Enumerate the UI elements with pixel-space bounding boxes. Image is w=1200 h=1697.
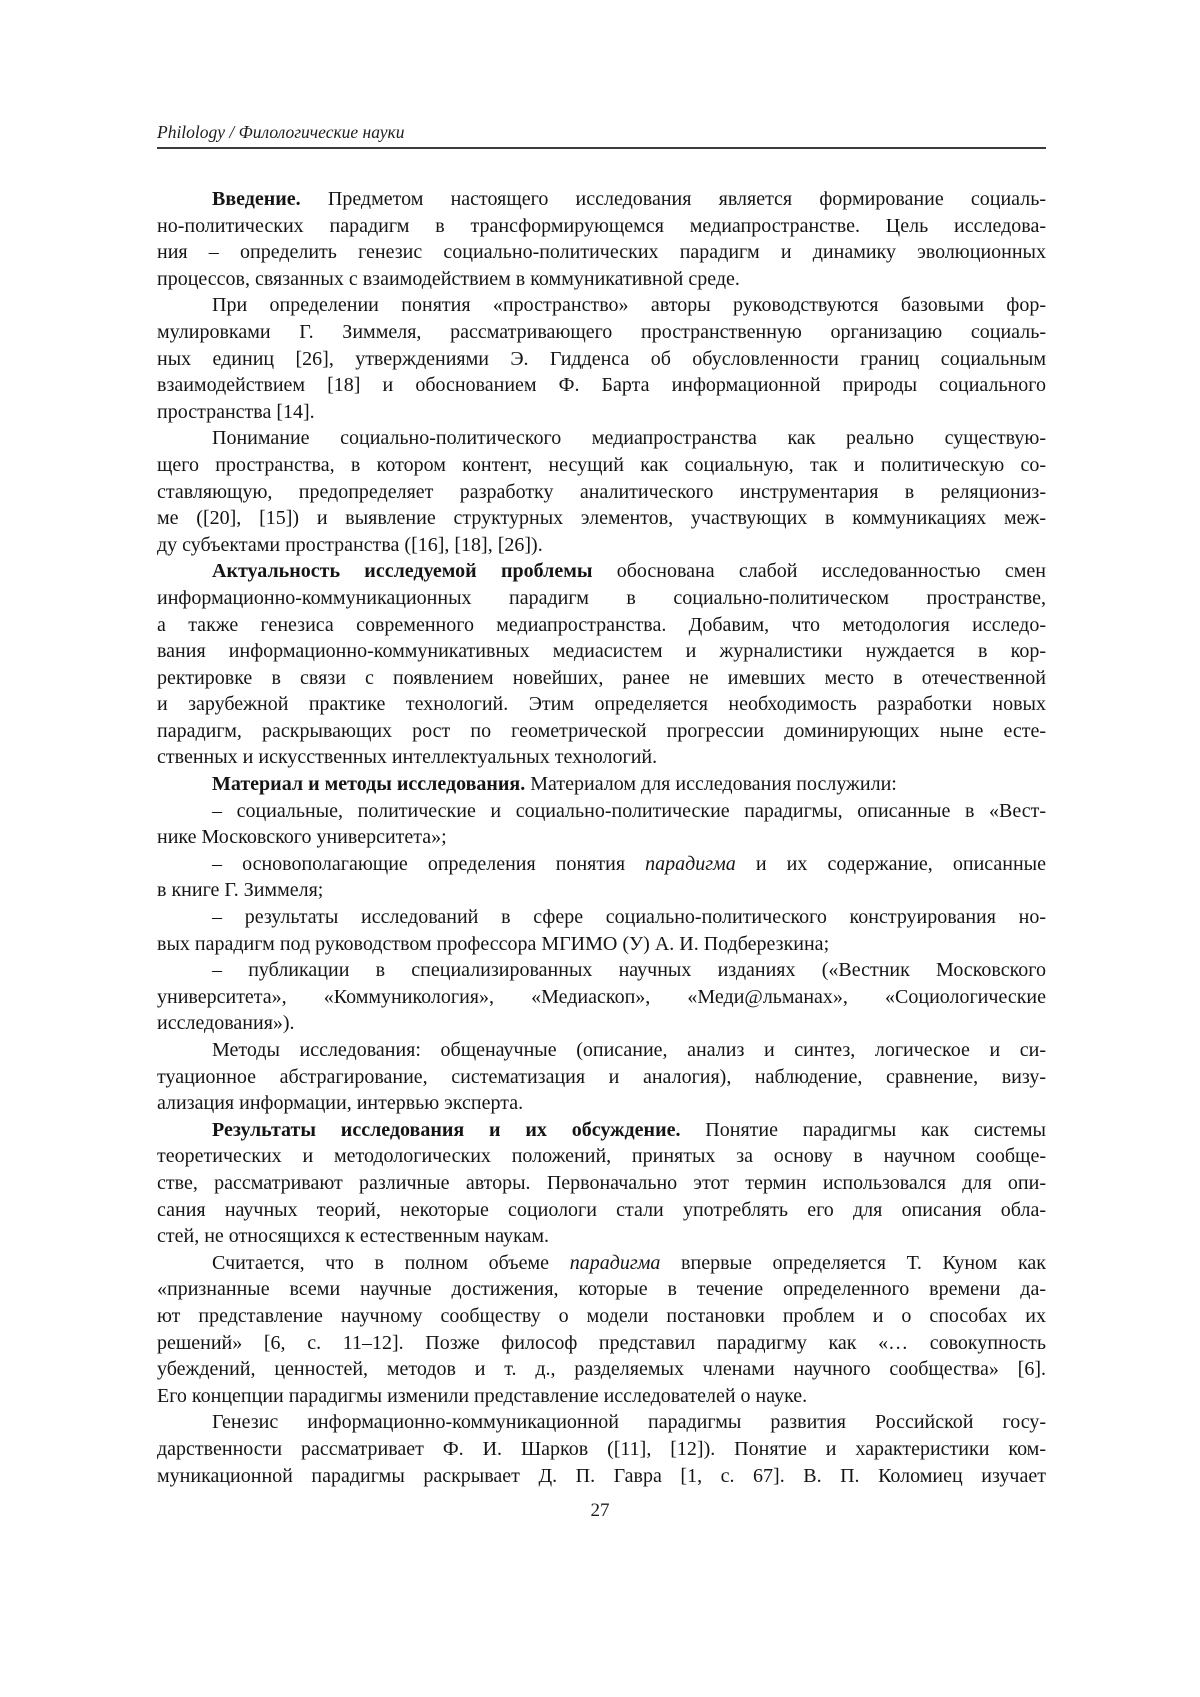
- text-run: Генезис информационно-коммуникационной парадигмы развития Российской госу-: [212, 1411, 1046, 1434]
- text-run: вания информационно-коммуникативных медиасистем и журналистики нуждается в кор-: [157, 640, 1046, 663]
- text-line: [157, 718, 1046, 745]
- text-run: пространства [14].: [157, 400, 315, 423]
- paragraph: [157, 292, 1046, 425]
- running-head: [157, 121, 1046, 149]
- text-run: – публикации в специализированных научных изданиях («Вестник Московского: [212, 959, 1046, 982]
- text-run-bold: Актуальность исследуемой проблемы: [212, 560, 593, 583]
- text-line: [157, 877, 1046, 904]
- text-run: взаимодействием [18] и обоснованием Ф. Барта информационной природы социального: [157, 374, 1046, 397]
- text-line: [157, 904, 1046, 931]
- text-line: [157, 1436, 1046, 1463]
- text-run: Предметом настоящего исследования является формирование социаль-: [300, 188, 1046, 210]
- text-run: Понятие парадигмы как системы: [680, 1118, 1046, 1141]
- text-run: щего пространства, в котором контент, несущий как социальную, так и политическую со-: [157, 453, 1046, 476]
- text-run: и зарубежной практике технологий. Этим определяется необходимость разработки новых: [157, 693, 1046, 716]
- text-run: сания научных теорий, некоторые социологи стали употреблять его для описания обла-: [157, 1198, 1046, 1221]
- text-line: [157, 1170, 1046, 1197]
- text-line: [157, 399, 1046, 426]
- text-line: [157, 851, 1046, 878]
- text-run: Материалом для исследования послужили:: [525, 773, 897, 796]
- text-line: [157, 1303, 1046, 1330]
- text-line: [157, 239, 1046, 266]
- text-run: ственных и искусственных интеллектуальных технологий.: [157, 746, 658, 769]
- text-run-bold: Материал и методы исследования.: [212, 773, 526, 796]
- text-run: туационное абстрагирование, систематизация и аналогия), наблюдение, сравнение, визу-: [157, 1065, 1046, 1088]
- text-line: [157, 213, 1046, 240]
- text-line: [157, 1276, 1046, 1303]
- text-run: теоретических и методологических положений, принятых за основу в научном сообще-: [157, 1145, 1046, 1168]
- text-line: [157, 665, 1046, 692]
- text-line: [157, 452, 1046, 479]
- text-run: «признанные всеми научные достижения, которые в течение определенного времени да-: [157, 1278, 1046, 1301]
- text-run: ных единиц [26], утверждениями Э. Гидденса об обусловленности границ социальным: [157, 347, 1046, 370]
- text-line: [157, 372, 1046, 399]
- text-run: ректировке в связи с появлением новейших, ранее не имевших место в отечественной: [157, 666, 1046, 689]
- paragraph: [157, 425, 1046, 558]
- text-run: вых парадигм под руководством профессора МГИМО (У) А. И. Подберезкина;: [157, 932, 830, 955]
- text-run: При определении понятия «пространство» авторы руководствуются базовыми фор-: [212, 294, 1046, 317]
- text-run: – основополагающие определения понятия: [212, 852, 646, 875]
- paragraph: [157, 851, 1046, 904]
- text-run: информационно-коммуникационных парадигм в социально-политическом пространстве,: [157, 586, 1046, 609]
- text-line: [157, 1356, 1046, 1383]
- text-line: [157, 1117, 1046, 1144]
- text-run: процессов, связанных с взаимодействием в коммуникативной среде.: [157, 267, 740, 290]
- paragraph: [157, 1409, 1046, 1489]
- text-line: [157, 824, 1046, 851]
- text-run: – социальные, политические и социально-политические парадигмы, описанные в «Вест-: [212, 799, 1046, 822]
- text-run: и их содержание, описанные: [735, 852, 1046, 875]
- text-line: [157, 266, 1046, 293]
- text-line: [157, 691, 1046, 718]
- text-line: [157, 1143, 1046, 1170]
- text-line: [157, 1409, 1046, 1436]
- text-run: – результаты исследований в сфере социально-политического конструирования но-: [212, 906, 1046, 929]
- text-run: ду субъектами пространства ([16], [18], [26]).: [157, 533, 543, 556]
- text-run: ставляющую, предопределяет разработку аналитического инструментария в реляциониз-: [157, 480, 1046, 503]
- paragraph: [157, 558, 1046, 771]
- text-run: Считается, что в полном объеме: [212, 1251, 570, 1274]
- text-run: исследования»).: [157, 1012, 295, 1035]
- text-line: [157, 1064, 1046, 1091]
- text-run: университета», «Коммуникология», «Медиаскоп», «Меди@льманах», «Социологические: [157, 985, 1046, 1008]
- text-line: [157, 532, 1046, 559]
- text-run: а также генезиса современного медиапространства. Добавим, что методология исследо-: [157, 613, 1046, 636]
- text-line: [157, 505, 1046, 532]
- text-run: парадигм, раскрывающих рост по геометрической прогрессии доминирующих ныне есте-: [157, 719, 1046, 742]
- text-run: ализация информации, интервью эксперта.: [157, 1092, 524, 1115]
- text-line: [157, 1090, 1046, 1117]
- text-line: [157, 585, 1046, 612]
- text-line: [157, 319, 1046, 346]
- text-run: мулировками Г. Зиммеля, рассматривающего пространственную организацию социаль-: [157, 320, 1046, 343]
- text-line: [157, 798, 1046, 825]
- text-line: [157, 1223, 1046, 1250]
- text-run: Его концепции парадигмы изменили представление исследователей о науке.: [157, 1384, 808, 1407]
- text-line: [157, 744, 1046, 771]
- paragraph: [157, 957, 1046, 1037]
- text-line: [157, 292, 1046, 319]
- running-head-title: Philology / Филологические науки: [157, 122, 405, 142]
- text-line: [157, 1197, 1046, 1224]
- text-run: ме ([20], [15]) и выявление структурных элементов, участвующих в коммуникациях меж-: [157, 507, 1046, 530]
- text-line: [157, 1037, 1046, 1064]
- text-line: [157, 479, 1046, 506]
- text-line: [157, 931, 1046, 958]
- paragraph: [157, 798, 1046, 851]
- text-line: [157, 1010, 1046, 1037]
- text-run: нике Московского университета»;: [157, 826, 447, 849]
- text-line: [157, 1330, 1046, 1357]
- text-line: [157, 346, 1046, 373]
- text-run: ния – определить генезис социально-политических парадигм и динамику эволюционных: [157, 241, 1046, 264]
- text-run: в книге Г. Зиммеля;: [157, 879, 324, 902]
- text-run: убеждений, ценностей, методов и т. д., разделяемых членами научного сообщества» [6].: [157, 1358, 1046, 1381]
- text-run: дарственности рассматривает Ф. И. Шарков ([11], [12]). Понятие и характеристики ком-: [157, 1437, 1046, 1460]
- text-line: [157, 425, 1046, 452]
- text-line: [157, 1463, 1046, 1490]
- text-line: [157, 1250, 1046, 1277]
- paragraph: [157, 1117, 1046, 1250]
- text-run-bold: Введение.: [212, 188, 301, 210]
- text-line: [157, 984, 1046, 1011]
- text-run: Методы исследования: общенаучные (описание, анализ и синтез, логическое и си-: [212, 1039, 1046, 1061]
- text-line: [157, 638, 1046, 665]
- text-run: Понимание социально-политического медиапространства как реально существую-: [212, 427, 1046, 450]
- text-line: [157, 612, 1046, 639]
- text-run: впервые определяется Т. Куном как: [660, 1251, 1046, 1274]
- paragraph: [157, 1037, 1046, 1117]
- text-run: стей, не относящихся к естественным наукам.: [157, 1225, 550, 1248]
- text-run-bold: Результаты исследования и их обсуждение.: [212, 1118, 681, 1141]
- text-line: [157, 186, 1046, 213]
- paragraph: [157, 771, 1046, 798]
- text-run-italic: парадигма: [569, 1251, 661, 1274]
- text-line: [157, 558, 1046, 585]
- text-line: [157, 771, 1046, 798]
- text-run: решений» [6, с. 11–12]. Позже философ представил парадигму как «… совокупность: [157, 1331, 1046, 1354]
- text-run-italic: парадигма: [645, 852, 736, 875]
- text-run: муникационной парадигмы раскрывает Д. П. Гавра [1, с. 67]. В. П. Коломиец изучает: [157, 1464, 1046, 1487]
- paragraph: [157, 1250, 1046, 1410]
- text-run: обоснована слабой исследованностью смен: [592, 560, 1046, 583]
- text-line: [157, 1383, 1046, 1410]
- text-line: [157, 957, 1046, 984]
- paragraph: [157, 904, 1046, 957]
- text-run: стве, рассматривают различные авторы. Первоначально этот термин использовался для опи-: [157, 1171, 1046, 1194]
- paragraph: [157, 186, 1046, 292]
- text-run: ют представление научному сообществу о модели постановки проблем и о способах их: [157, 1304, 1046, 1327]
- page-number: 27: [590, 1500, 610, 1521]
- text-run: но-политических парадигм в трансформирующемся медиапространстве. Цель исследова-: [157, 214, 1046, 237]
- article-body: [157, 186, 1046, 1489]
